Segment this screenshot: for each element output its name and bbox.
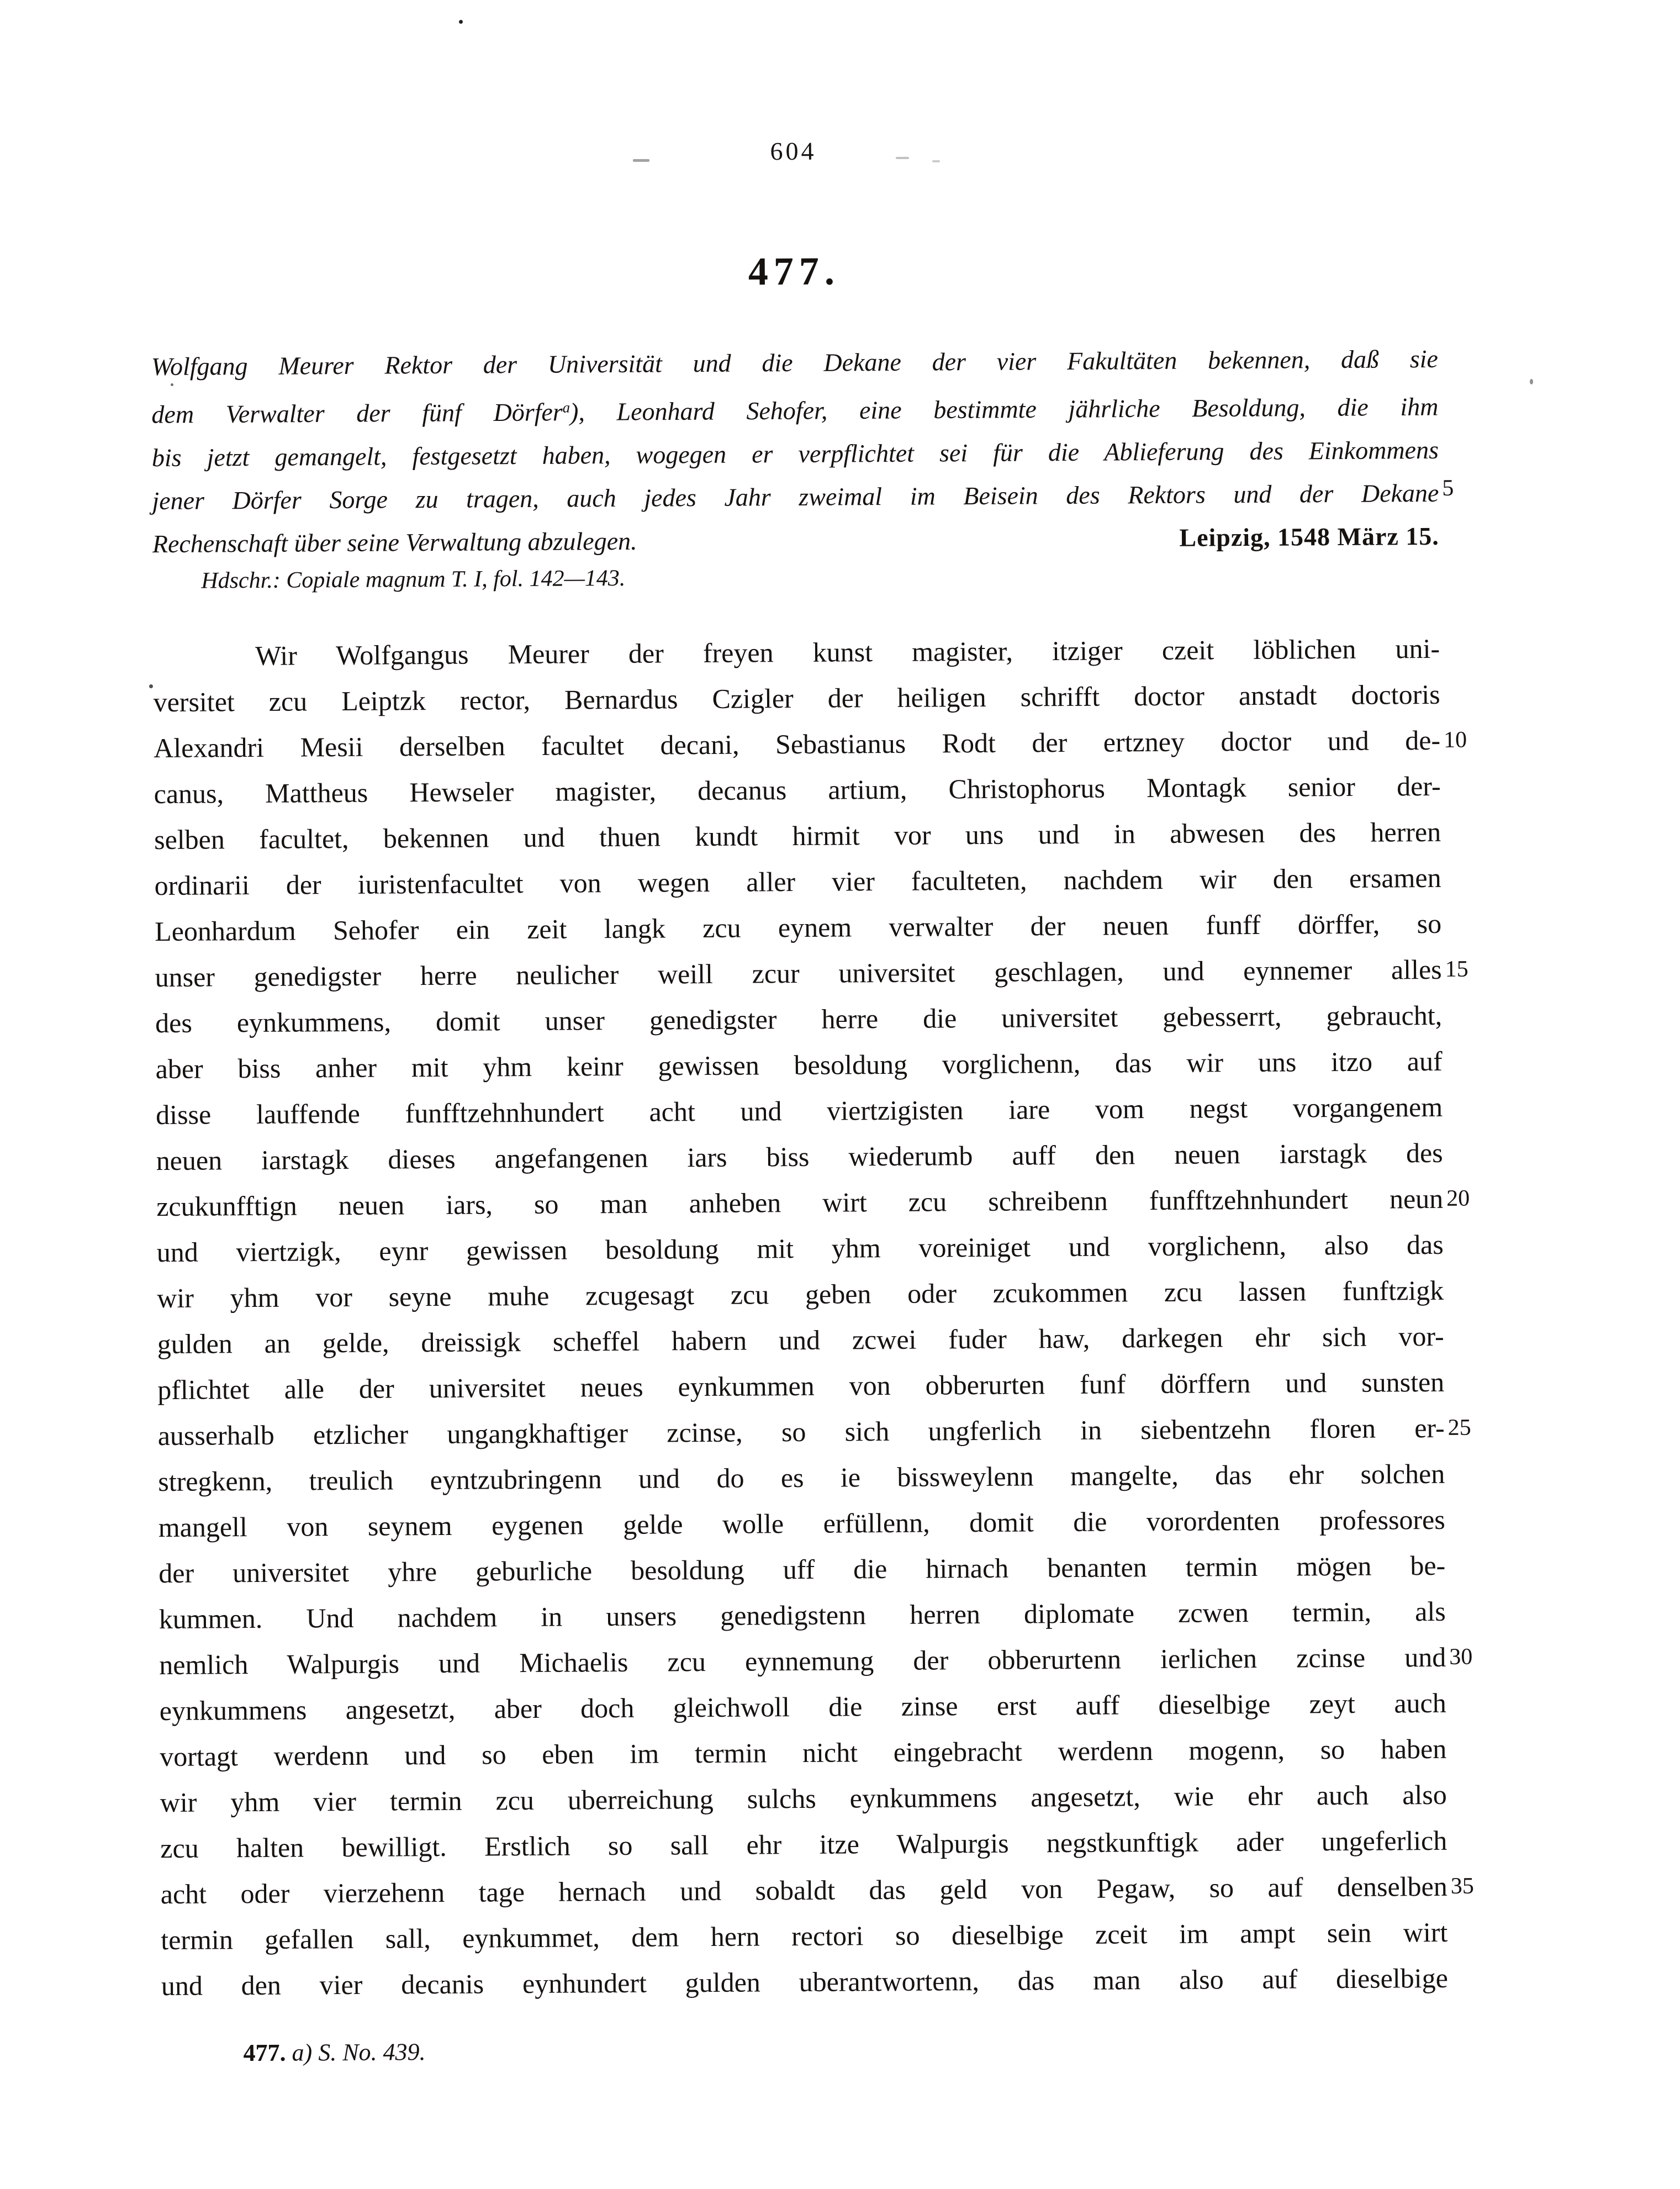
line-number-marker: 15 [1445,956,1468,982]
footnote [161,2030,1448,2069]
body-text-line: Wir Wolfgangus Meurer der freyen kunst magister, itziger czeit löblichen uni- [255,632,1440,672]
body-text-line: Leonhardum Sehofer ein zeit langk zcu eynem verwalter der neuen funff dörffer, so [155,908,1442,947]
body-text-line: kummen. Und nachdem in unsers genedigstenn herren diplomate zcwen termin, als [159,1595,1446,1635]
body-text-line: wir yhm vier termin zcu uberreichung sulchs eynkummens angesetzt, wie ehr auch also [160,1779,1447,1818]
body-text-line: gulden an gelde, dreissigk scheffel habern und zcwei fuder haw, darkegen ehr sich vor- [157,1320,1444,1360]
body-text-line: und den vier decanis eynhundert gulden uberantwortenn, das man also auf dieselbige [161,1962,1448,2002]
summary-line2-post: ), Leonhard Sehofer, eine bestimmte jährliche Besoldung, die ihm [569,392,1439,426]
scan-speck [1530,379,1533,384]
summary-line: jener Dörfer Sorge zu tragen, auch jedes Jahr zweimal im Beisein des Rektors und der Dekane [152,478,1439,515]
manuscript-source-note: Hdschr.: Copiale magnum T. I, fol. 142—143. [201,565,626,594]
body-text-line: mangell von seynem eygenen gelde wolle erfüllenn, domit die vorordenten professores [158,1504,1445,1543]
body-text-line: unser genedigster herre neulicher weill zcur universitet geschlagen, und eynnemer alles [155,953,1442,993]
summary-line: Wolfgang Meurer Rektor der Universität und die Dekane der vier Fakultäten bekennen, daß sie [151,344,1439,381]
body-text-line: eynkummens angesetzt, aber doch gleichwoll die zinse erst auff dieselbige zeyt auch [159,1687,1446,1727]
footnote-text: S. No. 439. [318,2038,426,2066]
body-text-line: neuen iarstagk dieses angefangenen iars biss wiederumb auff den neuen iarstagk des [156,1137,1443,1177]
body-text-line: des eynkummens, domit unser genedigster herre die universitet gebesserrt, gebraucht, [155,999,1443,1039]
summary-line: bis jetzt gemangelt, festgesetzt haben, wogegen er verpflichtet sei für die Ablieferung des Einkommens [151,435,1439,472]
entry-number [151,246,1438,297]
body-text-line: termin gefallen sall, eynkummet, dem hern rectori so dieselbige zceit im ampt sein wirt [161,1916,1448,1956]
body-text-line: ausserhalb etzlicher ungangkhaftiger zcinse, so sich ungferlich in siebentzehn floren er- [157,1412,1445,1452]
body-text-line: aber biss anher mit yhm keinr gewissen besoldung vorglichenn, das wir uns itzo auf [155,1045,1443,1085]
summary-line [152,515,1439,566]
body-text-line: Alexandri Mesii derselben facultet decani, Sebastianus Rodt der ertzney doctor und de- [153,724,1441,764]
page-number [150,132,1436,170]
line-number-marker: 20 [1446,1185,1470,1211]
body-text-line: der universitet yhre geburliche besoldung uff die hirnach benanten termin mögen be- [159,1549,1446,1589]
body-text-line: und viertzigk, eynr gewissen besoldung mit yhm voreiniget und vorglichenn, also das [156,1228,1444,1268]
body-text-line: acht oder vierzehenn tage hernach und sobaldt das geld von Pegaw, so auf denselben [160,1870,1447,1910]
body-text-line: zcu halten bewilligt. Erstlich so sall ehr itze Walpurgis negstkunftigk ader ungeferlich [160,1824,1447,1864]
line-number-marker: 5 [1442,475,1454,501]
page-content [149,0,1474,2189]
document-date: Leipzig, 1548 März 15. [1179,521,1439,552]
line-number-marker: 25 [1447,1415,1471,1441]
summary-closing: Rechenschaft über seine Verwaltung abzulegen. [152,526,637,558]
page-number-value: 604 [770,136,817,166]
summary-line [151,381,1438,436]
scan-speck [149,684,153,688]
footnote-entry-number: 477. [243,2039,286,2067]
line-number-marker: 30 [1449,1644,1473,1670]
body-text-line: versitet zcu Leiptzk rector, Bernardus Czigler der heiligen schrifft doctor anstadt doctoris [153,678,1440,718]
entry-number-value: 477. [748,249,841,294]
body-text-line: wir yhm vor seyne muhe zcugesagt zcu geben oder zcukommen zcu lassen funftzigk [157,1274,1444,1314]
footnote-marker: a) [292,2039,313,2066]
body-text-line: disse lauffende funfftzehnhundert acht und viertzigisten iare vom negst vorgangenem [156,1091,1443,1131]
document-body [153,626,1474,2009]
body-text-line: zcukunfftign neuen iars, so man anheben wirt zcu schreibenn funfftzehnhundert neun [156,1183,1444,1222]
body-text-line: ordinarii der iuristenfacultet von wegen aller vier faculteten, nachdem wir den ersamen [154,862,1441,901]
body-text-line: canus, Mattheus Hewseler magister, decanus artium, Christophorus Montagk senior der- [154,770,1441,810]
regest-summary [151,337,1454,566]
body-text-line: vortagt werdenn und so eben im termin nicht eingebracht werdenn mogenn, so haben [160,1733,1447,1773]
footnote-reference-mark: a [562,399,570,416]
body-text-line: selben facultet, bekennen und thuen kundt hirmit vor uns und in abwesen des herren [154,816,1441,856]
body-text-line: nemlich Walpurgis und Michaelis zcu eynnemung der obberurtenn ierlichen zcinse und [159,1641,1446,1681]
body-text-line: stregkenn, treulich eyntzubringenn und do es ie bissweylenn mangelte, das ehr solchen [158,1458,1445,1497]
line-number-marker: 35 [1450,1873,1474,1899]
body-text-line: pflichtet alle der universitet neues eynkummen von obberurten funf dörffern und sunsten [157,1366,1445,1406]
line-number-marker: 10 [1443,727,1467,753]
summary-line2-pre: dem Verwalter der fünf Dörfer [151,398,563,429]
